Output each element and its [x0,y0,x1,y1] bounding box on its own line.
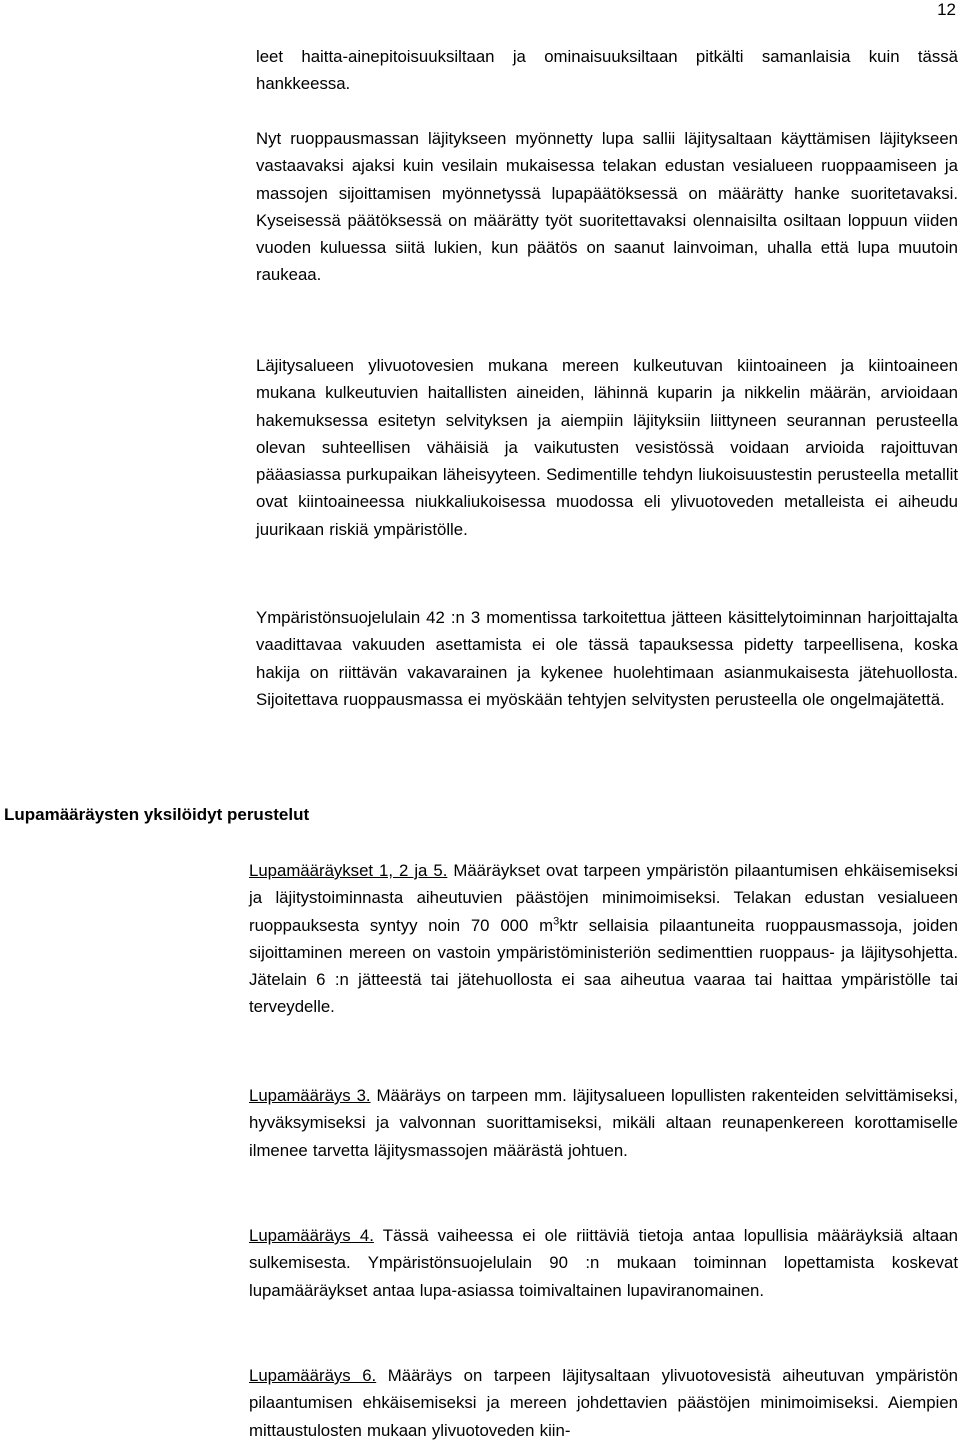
section-heading: Lupamääräysten yksilöidyt perustelut [4,805,310,824]
paragraph-6 [249,1082,958,1164]
paragraph-5-label: Lupamääräykset 1, 2 ja 5. [249,861,448,880]
paragraph-6-text: Määräys on tarpeen mm. läjitysalueen lopullisten rakenteiden selvittämiseksi, hyväksymiseksi ja valvonnan suorittamiseksi, mikäli altaan reunapenkereen korottamiselle ilmenee tarvetta läjitysmassojen määrästä johtuen. [249,1086,958,1160]
paragraph-5 [249,857,958,1021]
paragraph-5-text-b: ktr sellaisia pilaantuneita ruoppausmassoja, joiden sijoittaminen mereen on vastoin ympäristöministeriön sedimenttien ruoppaus- ja läjitysohjetta. Jätelain 6 :n jätteestä tai jätehuollosta ei saa aiheutua vaaraa tai haittaa ympäristölle tai terveydelle. [249,915,959,1017]
paragraph-7-text: Tässä vaiheessa ei ole riittäviä tietoja antaa lopullisia määräyksiä altaan sulkemisesta. Ympäristönsuojelulain 90 :n mukaan toiminnan lopettamista koskevat lupamääräykset antaa lupa-asiassa toimivaltainen lupaviranomainen. [249,1226,958,1300]
page-number: 12 [937,0,956,19]
paragraph-8 [249,1362,958,1444]
paragraph-4: Ympäristönsuojelulain 42 :n 3 momentissa tarkoitettua jätteen käsittelytoiminnan harjoittajalta vaadittavaa vakuuden asettamista ei ole tässä tapauksessa pidetty tarpeellisena, koska hakija on riittävän vakavarainen ja kykenee huolehtimaan asianmukaisesta jätehuollosta. Sijoitettava ruoppausmassa ei myöskään tehtyjen selvitysten perusteella ole ongelmajätettä. [256,608,958,709]
paragraph-7 [249,1222,958,1304]
paragraph-6-label: Lupamääräys 3. [249,1086,371,1105]
paragraph-8-label: Lupamääräys 6. [249,1366,377,1385]
paragraph-5-text-a: Määräykset ovat tarpeen ympäristön pilaantumisen ehkäisemiseksi ja läjitystoiminnasta aiheutuvien päästöjen minimoimiseksi. Telakan edustan vesialueen ruoppauksesta syntyy noin 70 000 m [249,861,958,935]
paragraph-1: leet haitta-ainepitoisuuksiltaan ja ominaisuuksiltaan pitkälti samanlaisia kuin tässä hankkeessa. [256,47,958,94]
paragraph-5-superscript: 3 [553,915,560,927]
paragraph-2: Nyt ruoppausmassan läjitykseen myönnetty lupa sallii läjitysaltaan käyttämisen läjitykseen vastaavaksi ajaksi kuin vesilain mukaisessa telakan edustan vesialueen ruoppaamiseen ja massojen sijoittamisen myönnetyssä lupapäätöksessä on määrätty hanke suoritetavaksi. Kyseisessä päätöksessä on määrätty työt suoritettavaksi olennaisilta osiltaan loppuun viiden vuoden kuluessa siitä lukien, kun päätös on saanut lainvoiman, uhalla että lupa muutoin raukeaa. [256,129,958,285]
paragraph-8-text: Määräys on tarpeen läjitysaltaan ylivuotovesistä aiheutuvan ympäristön pilaantumisen ehkäisemiseksi ja mereen johdettavien päästöjen minimoimiseksi. Aiempien mittaustulosten mukaan ylivuotoveden kiin- [249,1366,958,1440]
paragraph-7-label: Lupamääräys 4. [249,1226,374,1245]
paragraph-3: Läjitysalueen ylivuotovesien mukana mereen kulkeutuvan kiintoaineen ja kiintoaineen mukana kulkeutuvien haitallisten aineiden, lähinnä kuparin ja nikkelin määrän, arvioidaan hakemuksessa esitetyn selvityksen ja aiempiin läjityksiin liittyneen seurannan perusteella olevan suhteellisen vähäisiä ja vaikutusten vesistössä voidaan arvioida rajoittuvan pääasiassa purkupaikan läheisyyteen. Sedimentille tehdyn liukoisuustestin perusteella metallit ovat kiintoaineessa niukkaliukoisessa muodossa eli ylivuotoveden metalleista ei aiheudu juurikaan riskiä ympäristölle. [256,356,958,539]
